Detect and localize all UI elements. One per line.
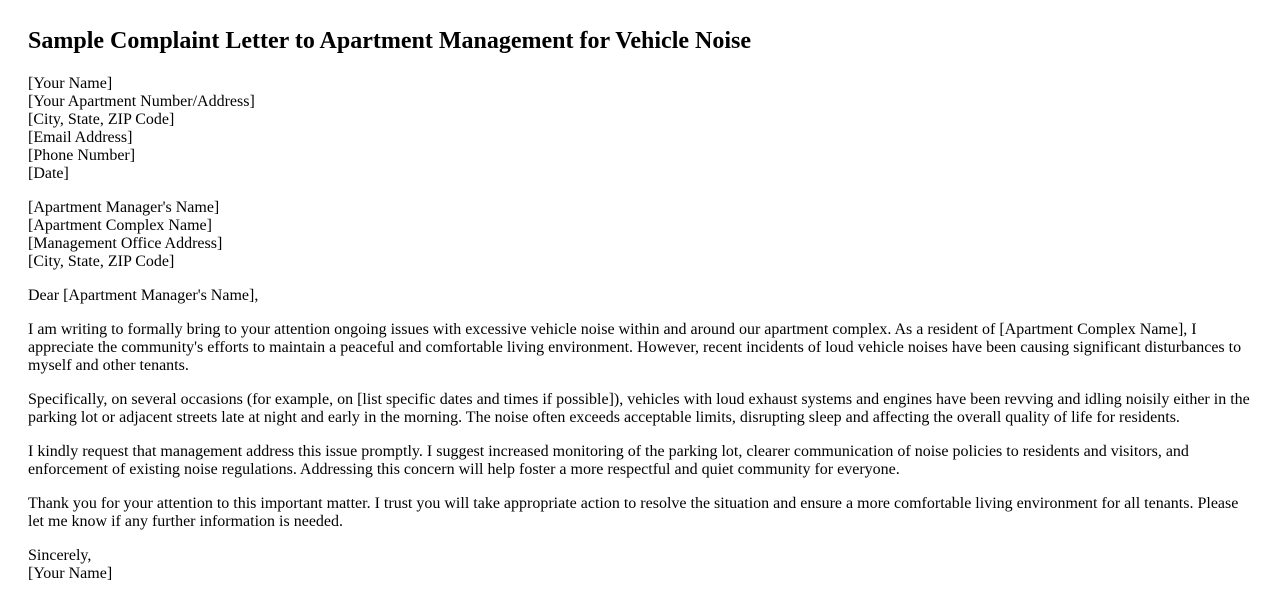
sender-name: [Your Name] [28,75,113,92]
sender-email: [Email Address] [28,129,133,146]
page-title: Sample Complaint Letter to Apartment Management for Vehicle Noise [28,28,752,54]
closing-block [28,547,1258,583]
valediction: Sincerely, [28,547,92,564]
recipient-block [28,199,1258,271]
body-paragraph-details: Specifically, on several occasions (for example, on [list specific dates and times if possible]), vehicles with loud exhaust systems and engines have been revving and idling noisily either in the parking lot or adjacent streets late at night and early in the morning. The noise often exceeds acceptable limits, disrupting sleep and affecting the overall quality of life for residents. [28,391,1250,426]
recipient-office-address: [Management Office Address] [28,235,223,252]
body-paragraph-thanks: Thank you for your attention to this important matter. I trust you will take appropriate action to resolve the situation and ensure a more comfortable living environment for all tenants. Please let me know if any further information is needed. [28,495,1239,530]
recipient-city-state-zip: [City, State, ZIP Code] [28,253,175,270]
body-paragraph-request: I kindly request that management address this issue promptly. I suggest increased monitoring of the parking lot, clearer communication of noise policies to residents and visitors, and enforcement of existing noise regulations. Addressing this concern will help foster a more respectful and quiet community for everyone. [28,443,1189,478]
sender-block [28,75,1258,183]
sender-phone: [Phone Number] [28,147,136,164]
signature: [Your Name] [28,565,113,582]
sender-city-state-zip: [City, State, ZIP Code] [28,111,175,128]
body-paragraph-intro: I am writing to formally bring to your attention ongoing issues with excessive vehicle noise within and around our apartment complex. As a resident of [Apartment Complex Name], I appreciate the community's efforts to maintain a peaceful and comfortable living environment. However, recent incidents of loud vehicle noises have been causing significant disturbances to myself and other tenants. [28,321,1242,374]
salutation: Dear [Apartment Manager's Name], [28,287,259,304]
sender-address: [Your Apartment Number/Address] [28,93,255,110]
recipient-name: [Apartment Manager's Name] [28,199,220,216]
recipient-complex: [Apartment Complex Name] [28,217,212,234]
letter-date: [Date] [28,165,69,182]
